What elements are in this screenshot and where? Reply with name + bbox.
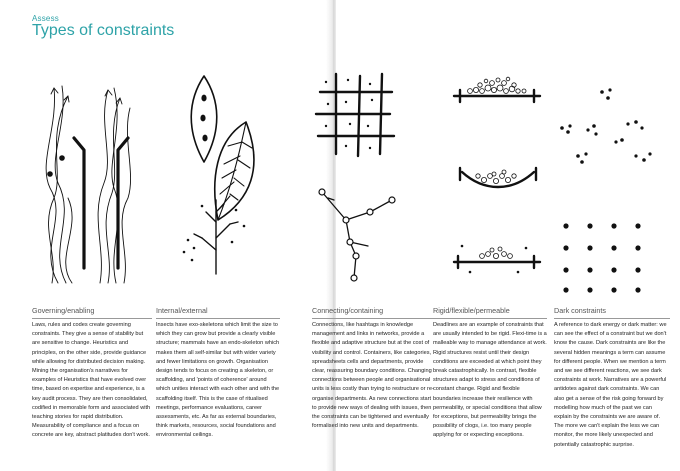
column-internal <box>156 306 280 441</box>
internal-external-illustration <box>172 70 312 280</box>
heading-rule <box>156 318 280 319</box>
column-rigid <box>433 306 547 441</box>
column-body: Laws, rules and codes create governing constraints. They give a sense of stability but are sensitive to change. Heuristics and principles, on the other side, provide guidance while allowing for distributed decision making. Mining the organisation's narratives for examples of Heuristics that have evolved over time, based on expertise and experience, is a key audit process. They are then consolidated, codified in memorable form and associated with teaching stories for rapid distribution. Measurability of compliance and a focus on concrete are key, abstract platitudes don't work. <box>32 322 151 439</box>
column-connecting <box>312 306 436 431</box>
column-heading: Dark constraints <box>554 306 606 315</box>
heading-rule <box>32 318 152 319</box>
column-body: Insects have exo-skeletons which limit the size to which they can grow but provide a clearly visible structure; mammals have an endo-skeleton which makes them all self-similar but with wider variety and fewer limitations on growth. Organisation design tends to focus on creating a skeleton, or scaffolding, and 'points of coherence' around which unities interact with each other and with the scaffolding itself. This is the case of ritualised meetings, performance evaluations, career assessments, etc. As far as external boundaries, think markets, resources, social foundations and environmental ceilings. <box>156 322 280 439</box>
column-heading: Governing/enabling <box>32 306 95 315</box>
heading-rule <box>312 318 436 319</box>
column-body: Connections, like hashtags in knowledge management and links in networks, provide a flexible and adaptive structure but at the cost of visibility and control. Containers, like categories, spreadsheets cells and departments, provide clear, reassuring boundary conditions. Changing connections between people and organisational units is less costly than trying to restructure or re-organise departments. As new connections start to provide new ways of dealing with issues, then the constraints can be tightened and eventually formalised into new units and departments. <box>312 322 434 430</box>
column-body: Deadlines are an example of constraints that are usually intended to be rigid. Flexi-time is a malleable way to manage attendance at work. Rigid structures resist until their design conditions are exceeded at which point they break catastrophically. In contrast, flexible structures adapt to stress and conditions of constant change. Rigid and flexible boundaries increase their resilience with permeability, or special conditions that allow for exceptions, but permeability brings the possibility of clogs, i.e. too many people applying for or expecting exceptions. <box>433 322 547 439</box>
column-dark <box>554 306 670 450</box>
section-kicker: Assess <box>32 14 59 23</box>
column-heading: Internal/external <box>156 306 208 315</box>
heading-rule <box>433 318 547 319</box>
column-body: A reference to dark energy or dark matter: we can see the effect of a constraint but we don't know the cause. Dark constraints are like the several hidden meanings a term can assume for different people. When we mention a term and we see different reactions, we see dark constraints at work. Narratives are a powerful antidotes against dark constraints. We can also get a sense of the risk going forward by modelling how much of the past we can explain by the constraints we are aware of. The more we can't explain the less we can monitor, the more likely unexpected and potentially catastrophic surprise. <box>554 322 667 448</box>
rigid-flexible-permeable-illustration <box>448 76 548 286</box>
column-governing <box>32 306 152 441</box>
column-heading: Rigid/flexible/permeable <box>433 306 510 315</box>
column-heading: Connecting/containing <box>312 306 384 315</box>
heading-rule <box>554 318 670 319</box>
connecting-containing-illustration <box>306 70 406 280</box>
left-page <box>0 0 330 471</box>
page-title: Types of constraints <box>32 22 175 39</box>
dark-constraints-illustration <box>558 84 658 294</box>
governing-enabling-illustration <box>28 78 168 288</box>
right-page <box>312 0 680 471</box>
